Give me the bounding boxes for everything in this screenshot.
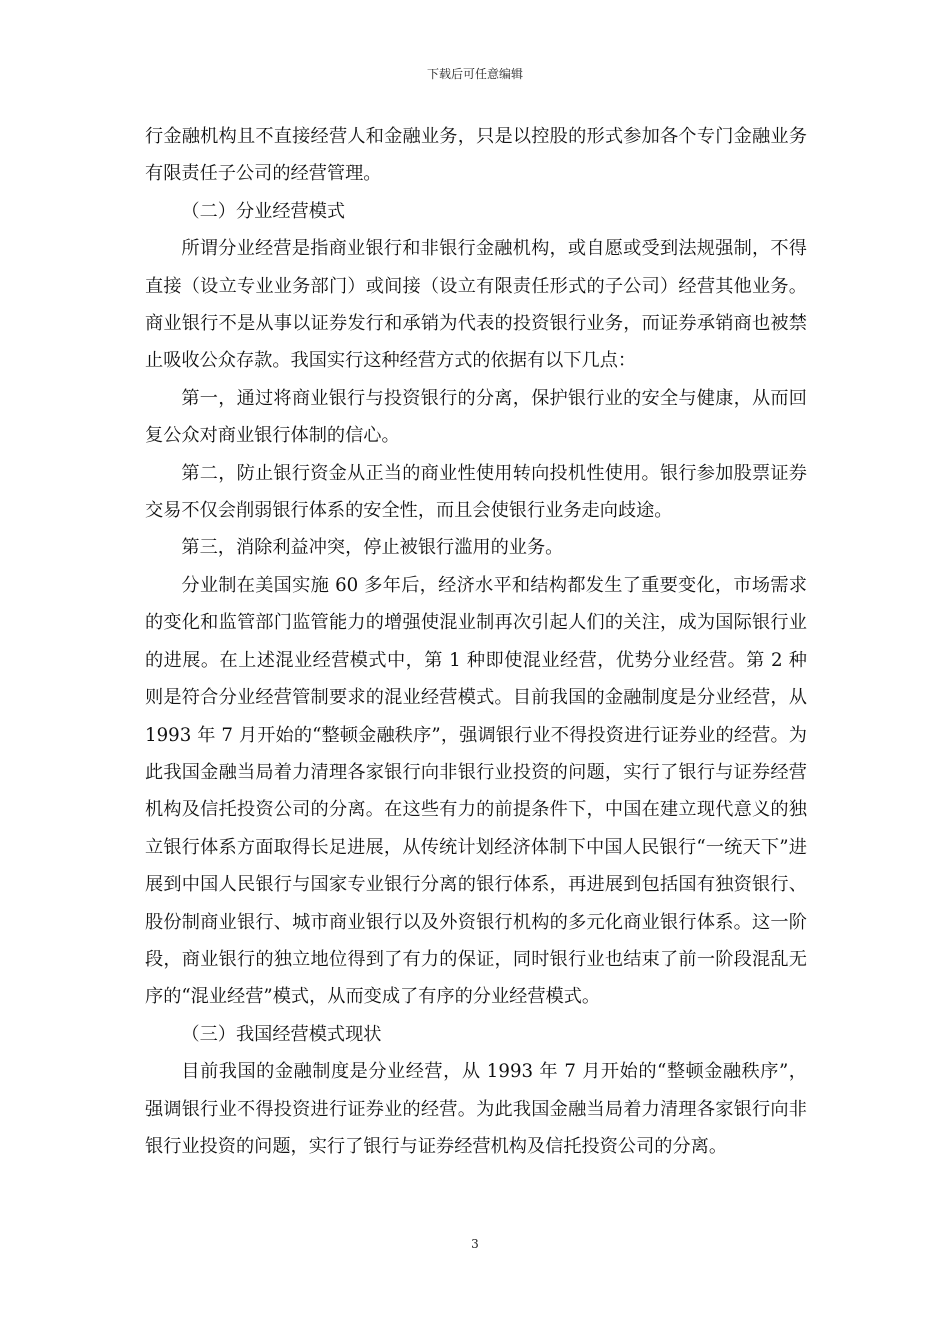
paragraph-point-3: 第三，消除利益冲突，停止被银行滥用的业务。	[181, 537, 564, 559]
paragraph-continuation: 行金融机构且不直接经营人和金融业务，只是以控股的形式参加各个专门金融业务有限责任子公司的经营管理。	[145, 126, 807, 185]
paragraph-definition: 所谓分业经营是指商业银行和非银行金融机构，或自愿或受到法规强制，不得直接（设立专业业务部门）或间接（设立有限责任形式的子公司）经营其他业务。商业银行不是从事以证券发行和承销为代表的投资银行业务，而证券承销商也被禁止吸收公众存款。我国实行这种经营方式的依据有以下几点：	[145, 238, 807, 372]
section-heading-2: （二）分业经营模式	[181, 200, 346, 222]
document-body	[145, 118, 807, 1165]
paragraph-point-1: 第一，通过将商业银行与投资银行的分离，保护银行业的安全与健康，从而回复公众对商业银行体制的信心。	[145, 387, 807, 447]
paragraph-history: 分业制在美国实施 60 多年后，经济水平和结构都发生了重要变化，市场需求的变化和监管部门监管能力的增强使混业制再次引起人们的关注，成为国际银行业的进展。在上述混业经营模式中，第 1 种即使混业经营，优势分业经营。第 2 种则是符合分业经营管制要求的混业经营模式。目前我国的金融制度是分业经营，从 1993 年 7 月开始的“整顿金融秩序”，强调银行业不得投资进行证券业的经营。为此我国金融当局着力清理各家银行向非银行业投资的问题，实行了银行与证券经营机构及信托投资公司的分离。在这些有力的前提条件下，中国在建立现代意义的独立银行体系方面取得长足进展，从传统计划经济体制下中国人民银行“一统天下”进展到中国人民银行与国家专业银行分离的银行体系，再进展到包括国有独资银行、股份制商业银行、城市商业银行以及外资银行机构的多元化商业银行体系。这一阶段，商业银行的独立地位得到了有力的保证，同时银行业也结束了前一阶段混乱无序的“混业经营”模式，从而变成了有序的分业经营模式。	[145, 574, 807, 1008]
section-heading-3: （三）我国经营模式现状	[181, 1023, 382, 1045]
paragraph-current-status: 目前我国的金融制度是分业经营，从 1993 年 7 月开始的“整顿金融秩序”，强调银行业不得投资进行证券业的经营。为此我国金融当局着力清理各家银行向非银行业投资的问题，实行了银行与证券经营机构及信托投资公司的分离。	[145, 1061, 807, 1157]
paragraph-point-2: 第二，防止银行资金从正当的商业性使用转向投机性使用。银行参加股票证券交易不仅会削弱银行体系的安全性，而且会使银行业务走向歧途。	[145, 462, 807, 522]
page-header: 下载后可任意编辑	[426, 67, 523, 81]
page-number: 3	[471, 1237, 479, 1251]
